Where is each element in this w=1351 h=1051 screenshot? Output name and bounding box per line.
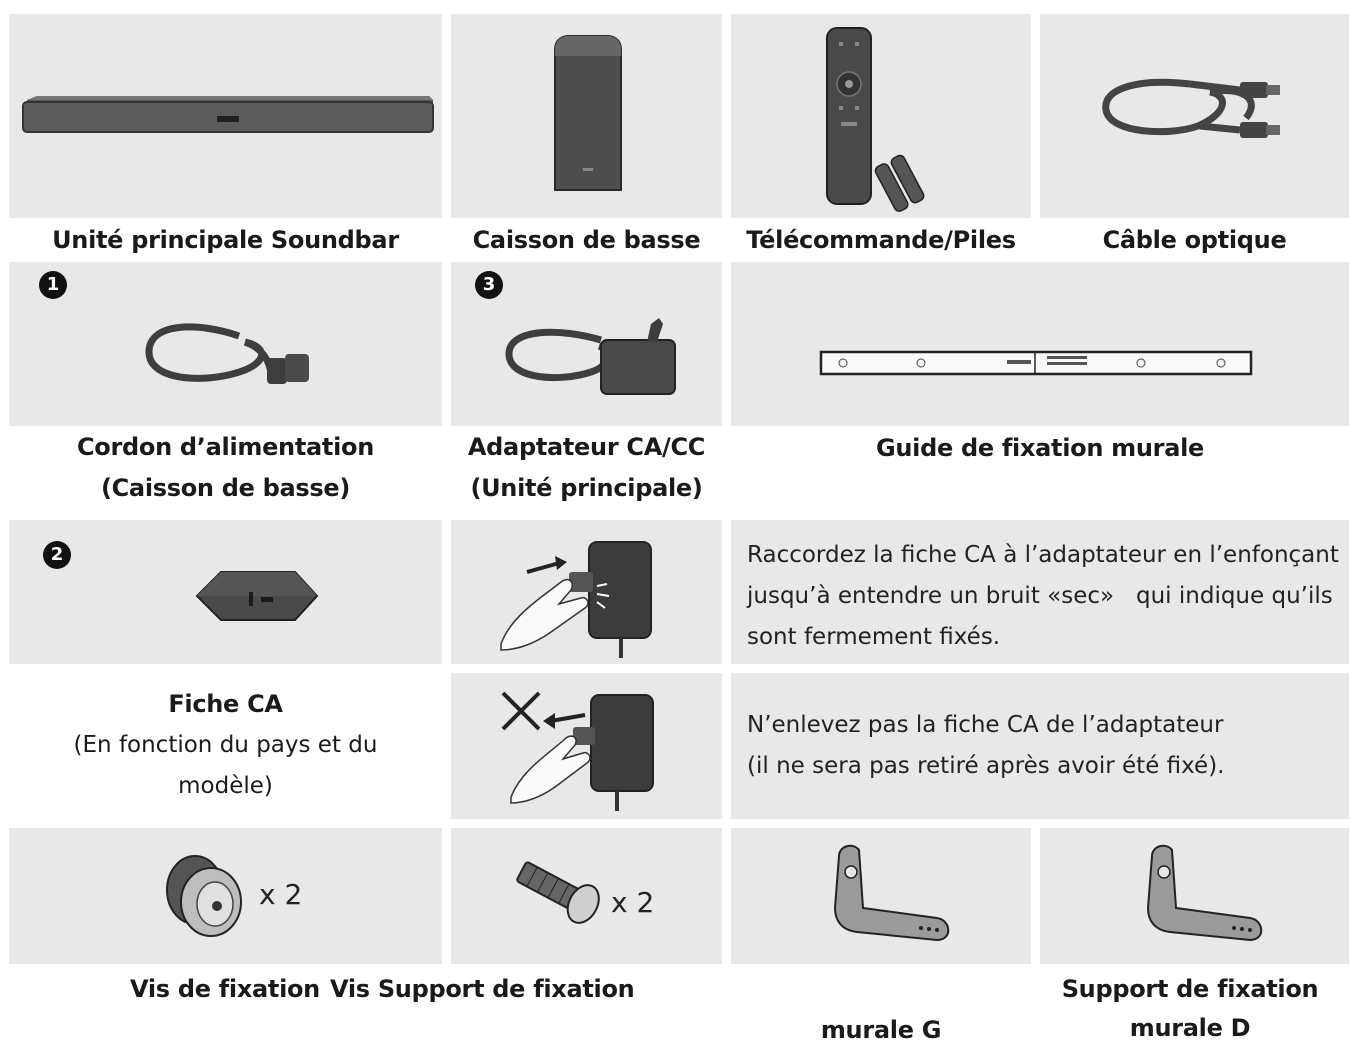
connect-plug-panel [451,520,722,664]
subwoofer-image [451,14,722,218]
note-connect-line-3: sont fermement fixés. [747,624,1001,650]
hand-remove-image [451,673,722,819]
ac-plug-subtitle-1: (En fonction du pays et du [73,732,378,758]
remote-image [731,14,1031,218]
note-remove-panel [731,673,1349,819]
adapter-label-2: (Unité principale) [470,474,703,502]
ac-plug-image [9,520,442,664]
subwoofer-label: Caisson de basse [472,226,701,254]
remove-plug-panel [451,673,722,819]
ac-plug-panel [9,520,442,664]
soundbar-image [9,14,442,218]
adapter-panel [451,262,722,426]
optical-cable-image [1040,14,1349,218]
wall-guide-label: Guide de fixation murale [875,434,1205,462]
note-connect-line-2: jusqu’à entendre un bruit «sec» qui indique qu’ils [747,583,1333,609]
bracket-right-panel [1040,828,1349,964]
bracket-screw-panel [451,828,722,964]
hand-connect-image [451,520,722,664]
note-connect-line-1: Raccordez la fiche CA à l’adaptateur en l’enfonçant [747,542,1339,568]
holder-screw-qty: x 2 [259,878,303,911]
bracket-right-image [1040,828,1349,964]
bracket-left-panel [731,828,1031,964]
bracket-left-label: murale G [820,1016,942,1044]
note-remove-line-2: (il ne sera pas retiré après avoir été fixé). [747,753,1225,779]
bracket-right-label-1: Support de fixation [1061,975,1319,1003]
badge-3: 3 [475,271,503,299]
bracket-right-label-2: murale D [1129,1014,1251,1042]
holder-screw-panel [9,828,442,964]
soundbar-panel [9,14,442,218]
holder-screw-label: Vis de fixation [130,975,320,1003]
power-cord-label-2: (Caisson de basse) [100,474,351,502]
holder-screw-image [9,828,442,964]
ac-plug-subtitle-2: modèle) [178,773,273,799]
optical-cable-panel [1040,14,1349,218]
ac-plug-title: Fiche CA [168,690,283,718]
badge-2: 2 [43,541,71,569]
soundbar-label: Unité principale Soundbar [52,226,399,254]
remote-label: Télécommande/Piles [746,226,1016,254]
bracket-screw-label: Vis Support de fixation [330,975,635,1003]
badge-1: 1 [39,271,67,299]
subwoofer-panel [451,14,722,218]
wall-guide-panel [731,262,1349,426]
remote-panel [731,14,1031,218]
adapter-label-1: Adaptateur CA/CC [467,433,706,461]
power-cord-label-1: Cordon d’alimentation [76,433,374,461]
power-cord-panel [9,262,442,426]
bracket-left-image [731,828,1031,964]
optical-cable-label: Câble optique [1102,226,1287,254]
note-remove-line-1: N’enlevez pas la fiche CA de l’adaptateur [747,712,1224,738]
note-connect-panel [731,520,1349,664]
wall-guide-image [731,262,1349,426]
bracket-screw-image [451,828,722,964]
power-cord-image [9,262,442,426]
bracket-screw-qty: x 2 [611,886,655,919]
